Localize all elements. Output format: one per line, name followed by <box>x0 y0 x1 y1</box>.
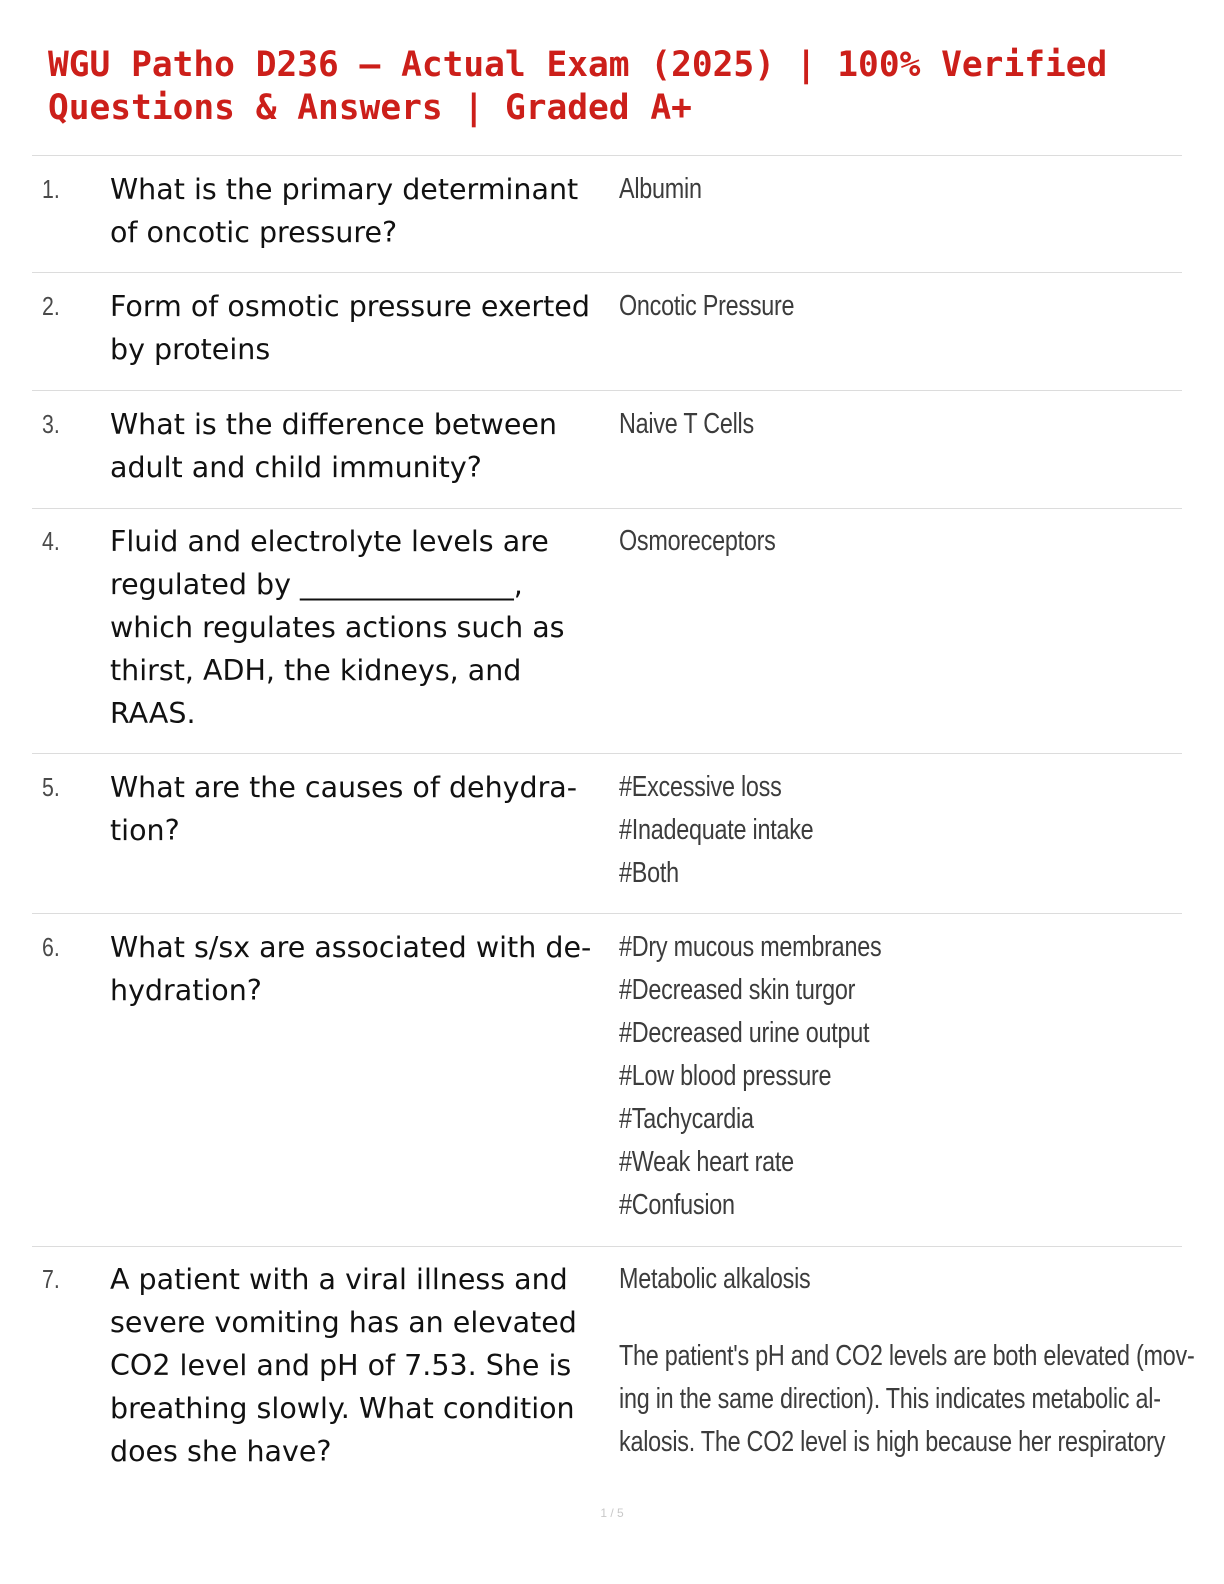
answer-line: Albumin <box>619 173 702 205</box>
card-answer <box>619 285 1179 328</box>
card-question <box>110 766 610 852</box>
answer-line: #Both <box>619 857 679 889</box>
card-answer <box>619 1258 1195 1464</box>
answer-line: #Dry mucous membranes <box>619 931 882 963</box>
card-question <box>110 926 610 1012</box>
question-line: What is the primary determinant <box>110 173 579 206</box>
question-line: does she have? <box>110 1435 332 1468</box>
answer-line: #Decreased urine output <box>619 1017 870 1049</box>
card-question <box>110 1258 610 1473</box>
answer-line: #Confusion <box>619 1189 735 1221</box>
answer-line: #Low blood pressure <box>619 1060 832 1092</box>
card-number: 7. <box>42 1264 60 1294</box>
question-line: breathing slowly. What condition <box>110 1392 575 1425</box>
question-line: Form of osmotic pressure exerted <box>110 290 590 323</box>
card-answer <box>619 168 1179 211</box>
explanation-line: ing in the same direction). This indicates metabolic al- <box>619 1383 1161 1415</box>
question-line: What s/sx are associated with de- <box>110 931 592 964</box>
title-line-2: Questions & Answers | Graded A+ <box>48 88 692 128</box>
answer-line: #Tachycardia <box>619 1103 754 1135</box>
card-answer <box>619 766 1179 895</box>
divider <box>32 508 1182 509</box>
answer-line: Metabolic alkalosis <box>619 1263 811 1295</box>
question-line: tion? <box>110 814 180 847</box>
question-line: RAAS. <box>110 697 196 730</box>
divider <box>32 753 1182 754</box>
card-answer <box>619 926 1179 1227</box>
card-question <box>110 285 610 371</box>
card-number: 4. <box>42 526 60 556</box>
question-line: adult and child immunity? <box>110 451 482 484</box>
question-line: hydration? <box>110 974 262 1007</box>
question-line: of oncotic pressure? <box>110 216 398 249</box>
answer-line: Naive T Cells <box>619 408 754 440</box>
card-question <box>110 403 610 489</box>
question-line: CO2 level and pH of 7.53. She is <box>110 1349 572 1382</box>
question-line: What is the difference between <box>110 408 557 441</box>
answer-line: Oncotic Pressure <box>619 290 795 322</box>
title-line-1: WGU Patho D236 – Actual Exam (2025) | 100% Verified <box>48 45 1108 85</box>
question-line: What are the causes of dehydra- <box>110 771 578 804</box>
divider <box>32 390 1182 391</box>
explanation-line: The patient's pH and CO2 levels are both elevated (mov- <box>619 1340 1195 1372</box>
answer-line: #Inadequate intake <box>619 814 814 846</box>
divider <box>32 155 1182 156</box>
question-line: thirst, ADH, the kidneys, and <box>110 654 522 687</box>
question-line: severe vomiting has an elevated <box>110 1306 577 1339</box>
divider <box>32 1246 1182 1247</box>
card-answer <box>619 403 1179 446</box>
document-title <box>48 44 1188 130</box>
answer-line: #Decreased skin turgor <box>619 974 856 1006</box>
answer-line: #Weak heart rate <box>619 1146 794 1178</box>
explanation-line: kalosis. The CO2 level is high because her respiratory <box>619 1426 1166 1458</box>
card-question <box>110 520 610 735</box>
card-number: 5. <box>42 772 60 802</box>
card-question <box>110 168 610 254</box>
question-line: Fluid and electrolyte levels are <box>110 525 549 558</box>
page-number: 1 / 5 <box>600 1506 624 1520</box>
question-line: A patient with a viral illness and <box>110 1263 568 1296</box>
card-number: 2. <box>42 291 60 321</box>
divider <box>32 272 1182 273</box>
question-line: by proteins <box>110 333 271 366</box>
answer-line: #Excessive loss <box>619 771 782 803</box>
question-line: regulated by _______________, <box>110 568 523 601</box>
divider <box>32 913 1182 914</box>
card-answer <box>619 520 1179 563</box>
question-line: which regulates actions such as <box>110 611 565 644</box>
card-number: 3. <box>42 409 60 439</box>
card-number: 6. <box>42 932 60 962</box>
answer-line: Osmoreceptors <box>619 525 776 557</box>
card-number: 1. <box>42 174 60 204</box>
